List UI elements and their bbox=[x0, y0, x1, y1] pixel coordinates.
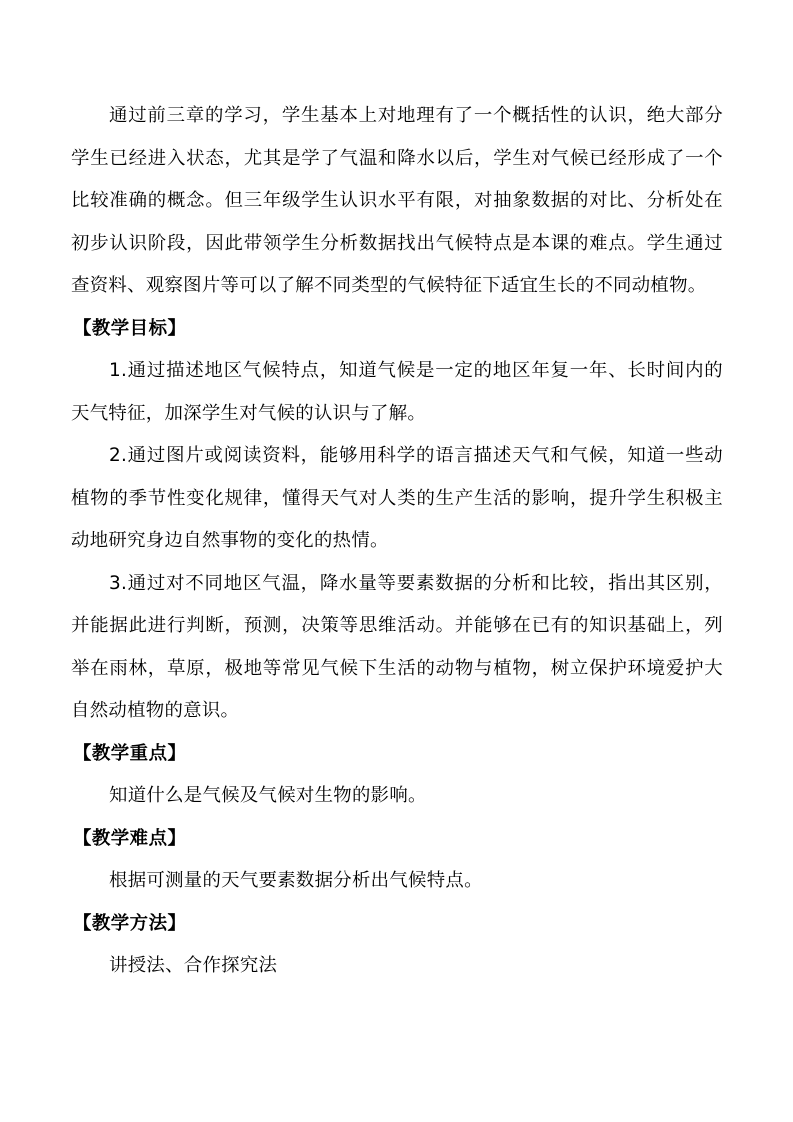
objective-item-1: 1.通过描述地区气候特点，知道气候是一定的地区年复一年、长时间内的天气特征，加深学生对气候的认识与了解。 bbox=[71, 360, 723, 424]
difficulties-text: 根据可测量的天气要素数据分析出气候特点。 bbox=[109, 870, 483, 891]
difficulties-heading: 【教学难点】 bbox=[73, 827, 187, 849]
objectives-heading: 【教学目标】 bbox=[73, 317, 187, 339]
key-points-heading: 【教学重点】 bbox=[73, 742, 187, 764]
objective-item-3: 3.通过对不同地区气温，降水量等要素数据的分析和比较，指出其区别，并能据此进行判断，预测，决策等思维活动。并能够在已有的知识基础上，列举在雨林，草原，极地等常见气候下生活的动物与植物，树立保护环境爱护大自然动植物的意识。 bbox=[71, 572, 723, 721]
document-body bbox=[71, 95, 723, 988]
objective-item-2: 2.通过图片或阅读资料，能够用科学的语言描述天气和气候，知道一些动植物的季节性变化规律，懂得天气对人类的生产生活的影响，提升学生积极主动地研究身边自然事物的变化的热情。 bbox=[71, 445, 723, 551]
methods-text: 讲授法、合作探究法 bbox=[109, 955, 278, 976]
intro-paragraph: 通过前三章的学习，学生基本上对地理有了一个概括性的认识，绝大部分学生已经进入状态，尤其是学了气温和降水以后，学生对气候已经形成了一个比较准确的概念。但三年级学生认识水平有限，对抽象数据的对比、分析处在初步认识阶段，因此带领学生分析数据找出气候特点是本课的难点。学生通过查资料、观察图片等可以了解不同类型的气候特征下适宜生长的不同动植物。 bbox=[71, 105, 723, 296]
key-points-text: 知道什么是气候及气候对生物的影响。 bbox=[109, 785, 427, 806]
methods-heading: 【教学方法】 bbox=[73, 912, 187, 934]
